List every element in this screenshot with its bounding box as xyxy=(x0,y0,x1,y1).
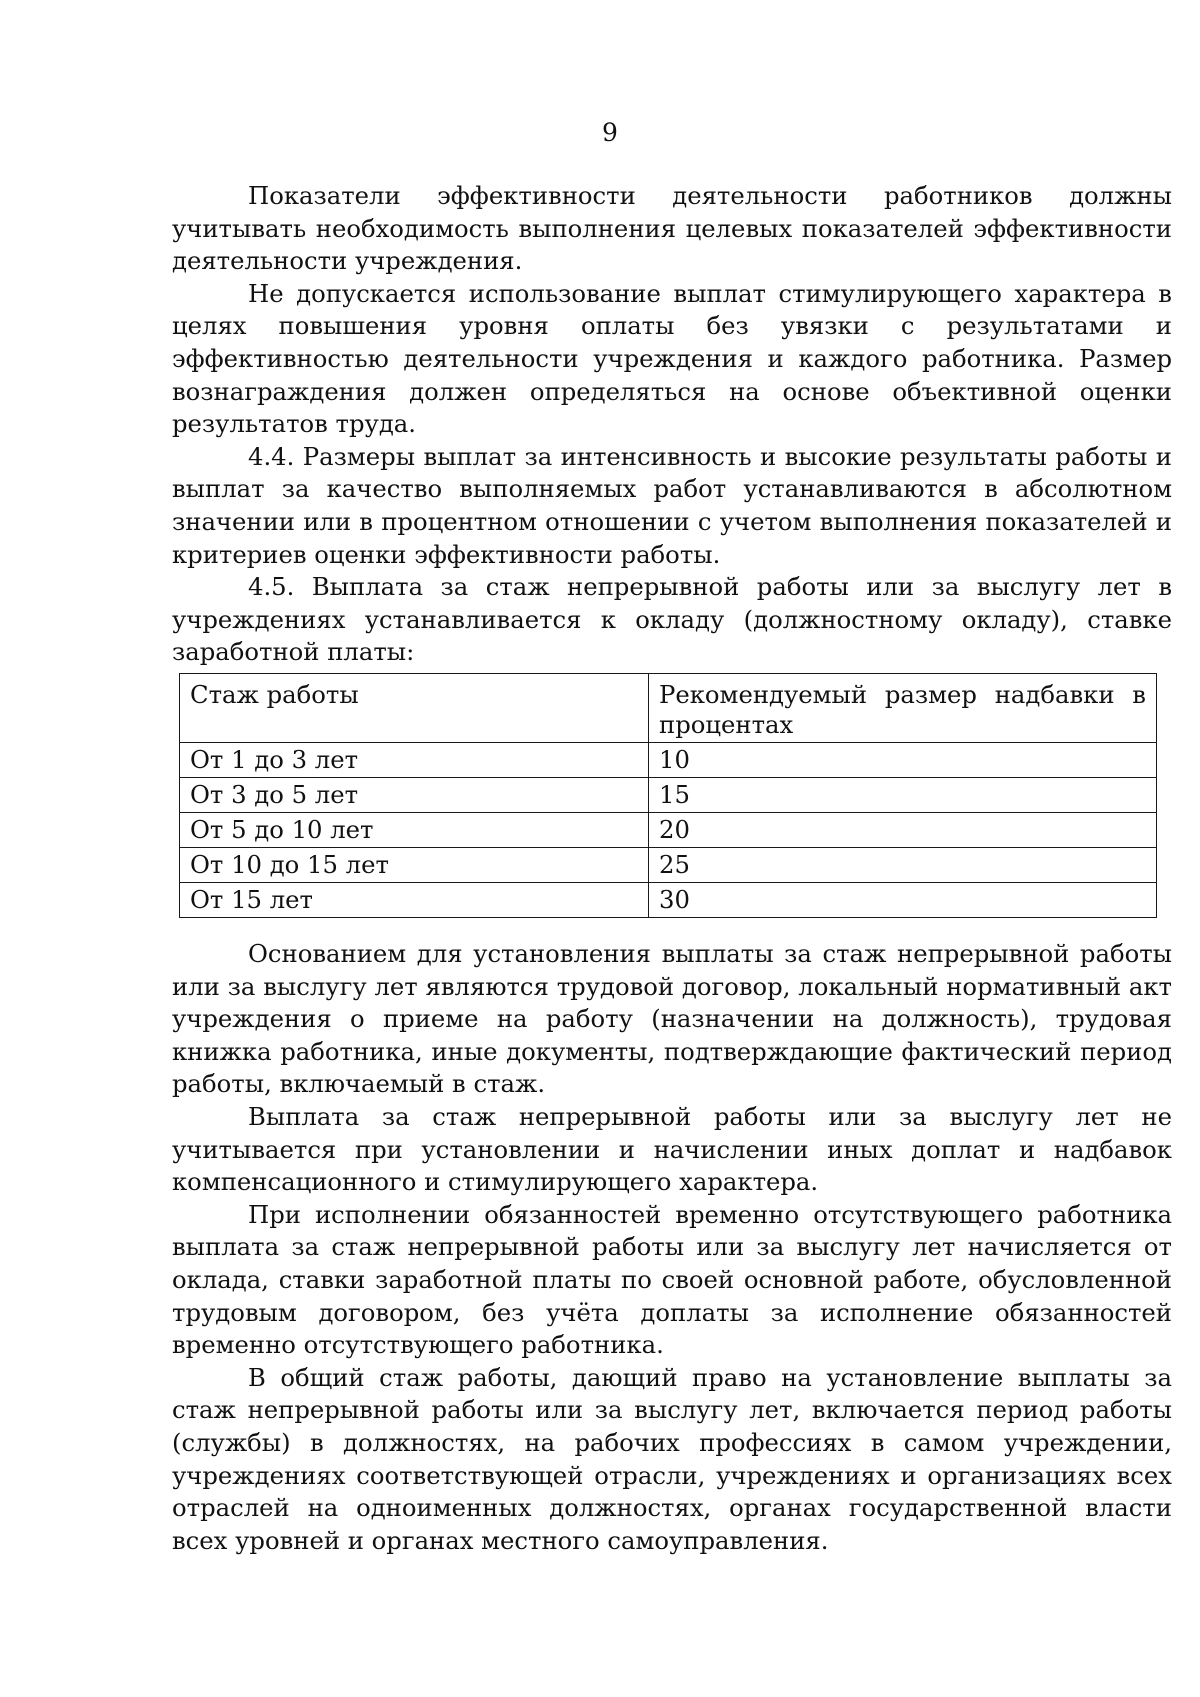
table-cell: 30 xyxy=(649,883,1157,918)
text-section-bottom xyxy=(172,938,1172,1557)
table-row xyxy=(180,883,1157,918)
table-row xyxy=(180,743,1157,778)
paragraph: Выплата за стаж непрерывной работы или за выслугу лет не учитывается при установлении и начислении иных доплат и надбавок компенсационного и стимулирующего характера. xyxy=(172,1101,1172,1197)
table-cell: 10 xyxy=(649,743,1157,778)
paragraph: Не допускается использование выплат стимулирующего характера в целях повышения уровня оплаты без увязки с результатами и эффективностью деятельности учреждения и каждого работника. Размер вознаграждения должен определяться на основе объективной оценки результатов труда. xyxy=(172,278,1172,439)
table-row xyxy=(180,778,1157,813)
table-cell: От 3 до 5 лет xyxy=(180,778,649,813)
paragraph: 4.4. Размеры выплат за интенсивность и высокие результаты работы и выплат за качество выполняемых работ устанавливаются в абсолютном значении или в процентном отношении с учетом выполнения показателей и критериев оценки эффективности работы. xyxy=(172,441,1172,569)
paragraph: Основанием для установления выплаты за стаж непрерывной работы или за выслугу лет являются трудовой договор, локальный нормативный акт учреждения о приеме на работу (назначении на должность), трудовая книжка работника, иные документы, подтверждающие фактический период работы, включаемый в стаж. xyxy=(172,939,1172,1099)
seniority-bonus-table xyxy=(179,673,1157,918)
paragraph: При исполнении обязанностей временно отсутствующего работника выплата за стаж непрерывной работы или за выслугу лет начисляется от оклада, ставки заработной платы по своей основной работе, обусловленной трудовым договором, без учёта доплаты за исполнение обязанностей временно отсутствующего работника. xyxy=(172,1199,1172,1360)
table-row xyxy=(180,813,1157,848)
paragraph: Показатели эффективности деятельности работников должны учитывать необходимость выполнения целевых показателей эффективности деятельности учреждения. xyxy=(172,181,1172,276)
table-header-cell: Стаж работы xyxy=(180,674,649,743)
paragraph: В общий стаж работы, дающий право на установление выплаты за стаж непрерывной работы или за выслугу лет, включается период работы (службы) в должностях, на рабочих профессиях в самом учреждении, учреждениях соответствующей отрасли, учреждениях и организациях всех отраслей на одноименных должностях, органах государственной власти всех уровней и органах местного самоуправления. xyxy=(172,1362,1172,1555)
text-section-top xyxy=(172,180,1172,669)
page-number: 9 xyxy=(602,118,618,147)
table-cell: От 5 до 10 лет xyxy=(180,813,649,848)
table-header-cell: Рекомендуемый размер надбавки в процентах xyxy=(649,674,1157,743)
table-cell: От 10 до 15 лет xyxy=(180,848,649,883)
table-cell: От 15 лет xyxy=(180,883,649,918)
table-cell: 20 xyxy=(649,813,1157,848)
table-cell: От 1 до 3 лет xyxy=(180,743,649,778)
table-cell: 25 xyxy=(649,848,1157,883)
table-header-row xyxy=(180,674,1157,743)
table-row xyxy=(180,848,1157,883)
table-cell: 15 xyxy=(649,778,1157,813)
paragraph: 4.5. Выплата за стаж непрерывной работы или за выслугу лет в учреждениях устанавливается к окладу (должностному окладу), ставке заработной платы: xyxy=(172,572,1172,667)
